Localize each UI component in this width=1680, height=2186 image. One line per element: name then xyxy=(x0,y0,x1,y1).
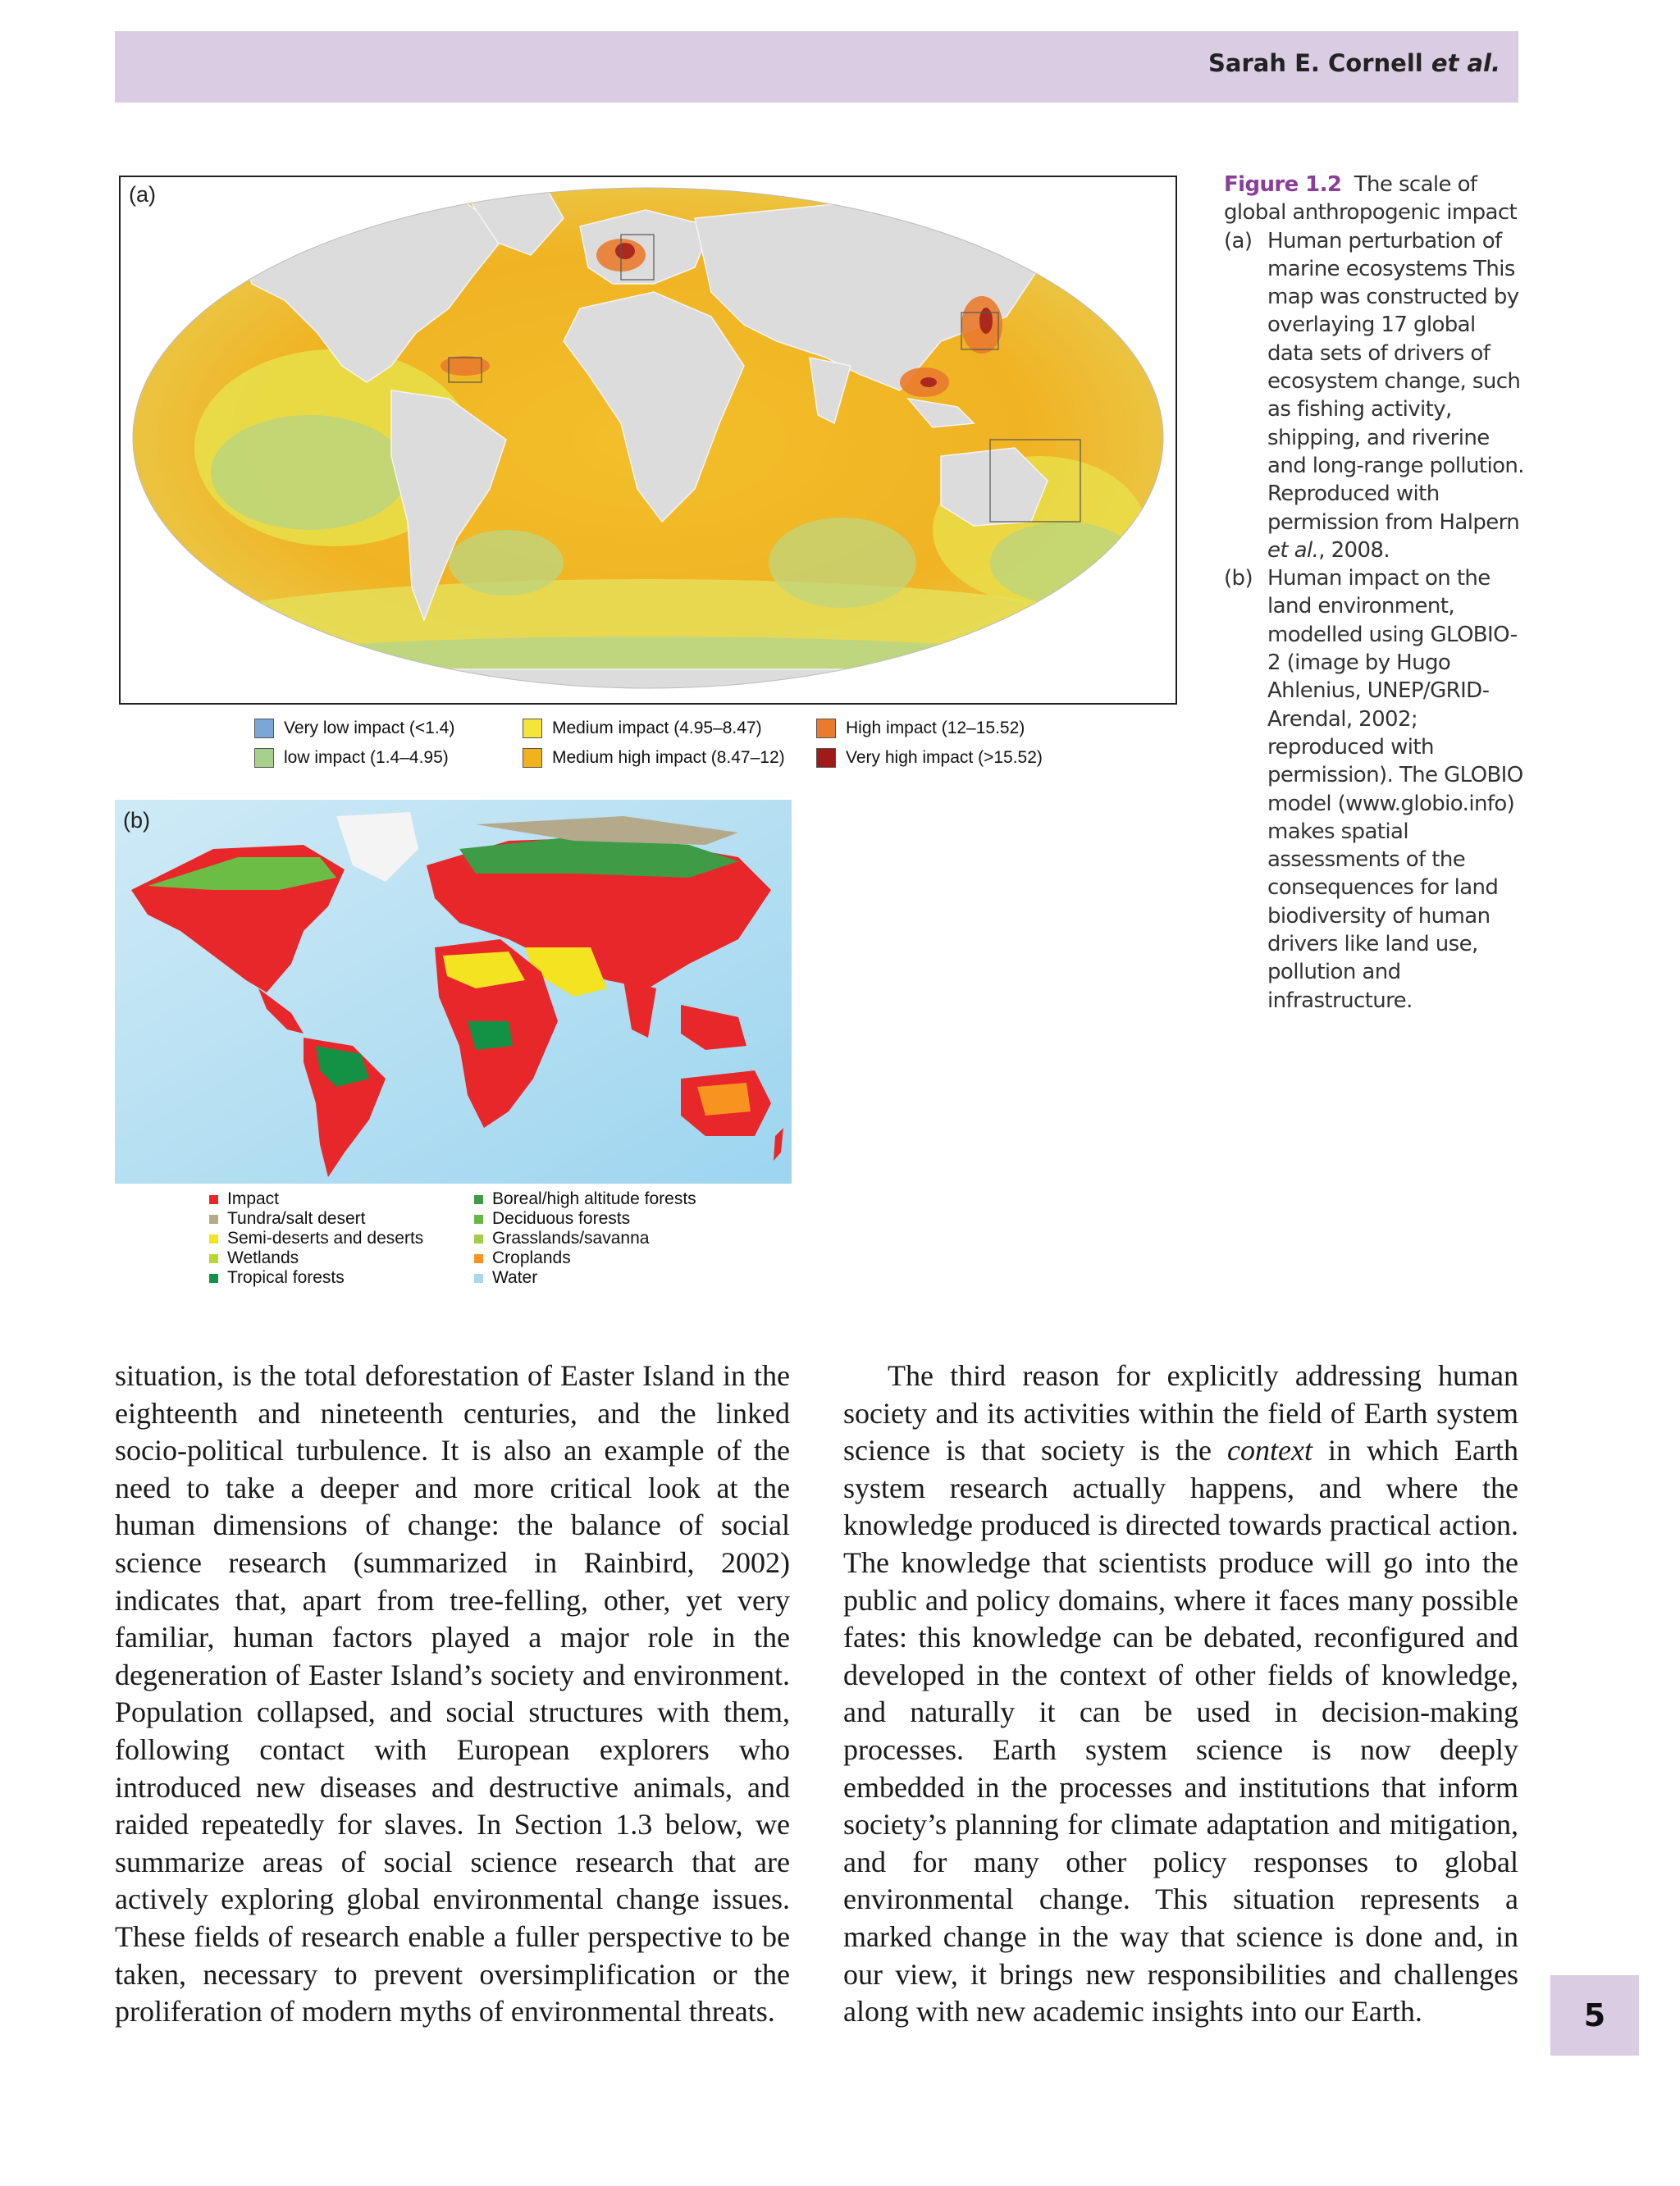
legend-item: Grasslands/savanna xyxy=(474,1229,649,1248)
legend-swatch xyxy=(816,719,836,738)
legend-swatch xyxy=(523,719,542,738)
legend-swatch xyxy=(816,748,836,768)
caption-title: Figure 1.2 The scale of global anthropogenic impact xyxy=(1224,172,1518,226)
legend-item: Tundra/salt desert xyxy=(209,1209,365,1229)
legend-item: Deciduous forests xyxy=(474,1209,630,1229)
running-header xyxy=(115,31,1518,103)
land-impact-legend xyxy=(209,1189,783,1296)
land-impact-map-frame xyxy=(115,800,792,1184)
marine-impact-map xyxy=(121,177,1176,703)
legend-item: Wetlands xyxy=(209,1248,299,1268)
legend-swatch xyxy=(474,1234,483,1244)
legend-item: High impact (12–15.52) xyxy=(816,719,1025,738)
figure-caption xyxy=(1224,171,1527,1015)
legend-item: Croplands xyxy=(474,1248,571,1268)
legend-swatch xyxy=(523,748,542,768)
marine-impact-map-frame xyxy=(119,176,1177,705)
marine-impact-legend xyxy=(254,714,1124,779)
legend-item: Boreal/high altitude forests xyxy=(474,1189,696,1209)
legend-item: Medium high impact (8.47–12) xyxy=(523,748,785,768)
legend-item: Impact xyxy=(209,1189,279,1209)
legend-swatch xyxy=(474,1254,483,1263)
legend-swatch xyxy=(209,1195,218,1204)
paragraph: situation, is the total deforestation of Easter Island in the eighteenth and nineteenth centuries, and the linked socio-political turbulence. It is also an example of the need to take a deeper and more critical look at the human dimensions of change: the balance of social science research (summarized in Rainbird, 2002) indicates that, apart from tree-felling, other, yet very familiar, human factors played a major role in the degeneration of Easter Island’s society and environment. Population collapsed, and social structures with them, following contact with European explorers who introduced new diseases and destructive animals, and raided repeatedly for slaves. In Section 1.3 below, we summarize areas of social science research that are actively exploring global environmental change issues. These fields of research enable a fuller perspective to be taken, necessary to prevent oversimplification or the proliferation of modern myths of environmental threats. xyxy=(115,1359,790,2029)
legend-swatch xyxy=(209,1254,218,1263)
header-author: Sarah E. Cornell et al. xyxy=(1208,49,1500,77)
legend-swatch xyxy=(209,1274,218,1283)
caption-item-a: (a) Human perturbation of marine ecosystems This map was constructed by overlaying 17 global data sets of drivers of ecosystem change, such as fishing activity, shipping, and riverine and long-range pollution. Reproduced with permission from Halpern et al., 2008. xyxy=(1224,228,1524,563)
legend-swatch xyxy=(474,1215,483,1224)
legend-item: Very low impact (<1.4) xyxy=(254,719,454,738)
panel-a-label: (a) xyxy=(129,182,156,207)
land-impact-map xyxy=(115,800,792,1184)
legend-item: Semi-deserts and deserts xyxy=(209,1229,423,1248)
figure-label: Figure 1.2 xyxy=(1224,172,1342,197)
legend-item: Very high impact (>15.52) xyxy=(816,748,1043,768)
body-column-left xyxy=(115,1358,790,2031)
legend-swatch xyxy=(254,719,274,738)
legend-item: Water xyxy=(474,1268,537,1288)
legend-item: low impact (1.4–4.95) xyxy=(254,748,449,768)
legend-item: Tropical forests xyxy=(209,1268,345,1288)
legend-item: Medium impact (4.95–8.47) xyxy=(523,719,762,738)
legend-swatch xyxy=(254,748,274,768)
caption-item-b: (b) Human impact on the land environment, modelled using GLOBIO-2 (image by Hugo Ahlenius, UNEP/GRID-Arendal, 2002; reproduced with permission). The GLOBIO model (www.globio.info) makes spatial assessments of the consequences for land biodiversity of human drivers like land use, pollution and infrastructure. xyxy=(1224,566,1523,1013)
legend-swatch xyxy=(474,1195,483,1204)
legend-swatch xyxy=(209,1234,218,1244)
legend-swatch xyxy=(474,1274,483,1283)
legend-swatch xyxy=(209,1215,218,1224)
paragraph: The third reason for explicitly addressing human society and its activities within the field of Earth system science is that society is the context in which Earth system research actually happens, and where the knowledge produced is directed towards practical action. The knowledge that scientists produce will go into the public and policy domains, where it faces many possible fates: this knowledge can be debated, reconfigured and developed in the context of other fields of knowledge, and naturally it can be used in decision-making processes. Earth system science is now deeply embedded in the processes and institutions that inform society’s planning for climate adaptation and mitigation, and for many other policy responses to global environmental change. This situation represents a marked change in the way that science is done and, in our view, it brings new responsibilities and challenges along with new academic insights into our Earth. xyxy=(843,1359,1518,2029)
page-number: 5 xyxy=(1550,1975,1639,2056)
panel-b-label: (b) xyxy=(123,808,150,833)
body-column-right xyxy=(843,1358,1518,2031)
